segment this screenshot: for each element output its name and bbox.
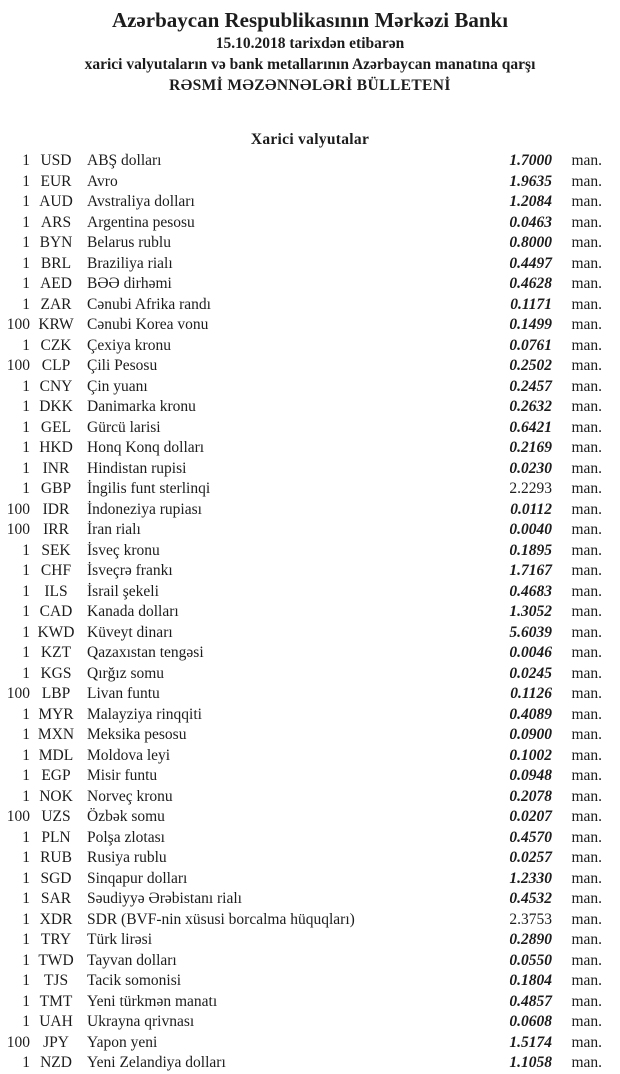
currency-name: Özbək somu: [87, 808, 165, 825]
currency-name: Moldova leyi: [87, 746, 171, 764]
unit-label: man.: [571, 644, 602, 661]
quantity-value: 1: [22, 152, 30, 169]
unit-label: man.: [571, 541, 602, 559]
quantity-value: 100: [6, 357, 30, 374]
rate-value: 0.1002: [509, 746, 552, 764]
currency-name: Avstraliya dolları: [87, 193, 195, 210]
unit-label: man.: [571, 357, 602, 374]
rate-row: [0, 397, 620, 418]
currency-name: Braziliya rialı: [87, 254, 173, 272]
rate-value: 1.3052: [509, 603, 552, 620]
rate-row: [0, 623, 620, 644]
currency-code: BYN: [39, 234, 73, 251]
currency-code: AUD: [39, 193, 73, 210]
currency-code: KGS: [40, 664, 72, 682]
currency-name: Norveç kronu: [87, 787, 173, 805]
unit-label: man.: [571, 480, 602, 497]
currency-code: INR: [42, 459, 70, 477]
currency-code: EGP: [41, 767, 71, 784]
rate-row: [0, 787, 620, 808]
rate-row: [0, 500, 620, 521]
currency-code: CAD: [39, 603, 73, 620]
quantity-value: 1: [22, 1013, 30, 1030]
currency-name: İsveçrə frankı: [87, 562, 173, 579]
currency-code: CLP: [41, 357, 71, 374]
rate-row: [0, 951, 620, 972]
rate-row: [0, 848, 620, 869]
currency-name: BƏƏ dirhəmi: [87, 275, 172, 292]
rate-value: 0.0550: [509, 951, 552, 969]
currency-name: Livan funtu: [87, 685, 160, 702]
rate-value: 0.0257: [509, 849, 552, 866]
currency-code: NZD: [40, 1054, 72, 1071]
rate-row: [0, 377, 620, 398]
currency-name: Misir funtu: [87, 767, 158, 784]
quantity-value: 1: [22, 254, 30, 272]
rate-value: 5.6039: [509, 623, 552, 641]
rate-value: 0.0948: [509, 767, 552, 784]
currency-name: İsveç kronu: [87, 541, 160, 559]
quantity-value: 1: [22, 726, 30, 743]
rate-row: [0, 869, 620, 890]
rate-value: 0.1126: [510, 685, 552, 702]
rate-value: 0.2169: [509, 439, 552, 456]
quantity-value: 1: [22, 787, 30, 805]
currency-code: EUR: [40, 172, 72, 190]
rate-row: [0, 520, 620, 541]
currency-name: Rusiya rublu: [87, 849, 167, 866]
currency-name: Meksika pesosu: [87, 726, 187, 743]
quantity-value: 1: [22, 398, 30, 415]
currency-code: PLN: [41, 828, 71, 846]
rate-row: [0, 336, 620, 357]
rate-row: [0, 828, 620, 849]
currency-name: Yeni türkmən manatı: [87, 992, 218, 1010]
rate-row: [0, 746, 620, 767]
quantity-value: 1: [22, 439, 30, 456]
unit-label: man.: [571, 254, 602, 272]
quantity-value: 1: [22, 664, 30, 682]
quantity-value: 1: [22, 418, 30, 436]
rate-value: 0.4497: [509, 254, 552, 272]
currency-name: Polşa zlotası: [87, 828, 165, 846]
currency-name: Belarus rublu: [87, 234, 171, 251]
bulletin-header: [0, 0, 620, 96]
quantity-value: 1: [22, 234, 30, 251]
rate-row: [0, 1012, 620, 1033]
unit-label: man.: [571, 234, 602, 251]
rate-value: 0.1804: [509, 972, 552, 989]
currency-code: RUB: [40, 849, 72, 866]
currency-name: Ukrayna qrivnası: [87, 1013, 195, 1030]
quantity-value: 1: [22, 336, 30, 354]
currency-name: Tacik somonisi: [87, 972, 182, 989]
unit-label: man.: [571, 603, 602, 620]
rate-row: [0, 213, 620, 234]
quantity-value: 1: [22, 541, 30, 559]
rate-value: 1.2330: [509, 869, 552, 887]
rate-value: 1.7000: [509, 152, 552, 169]
currency-code: KRW: [38, 316, 74, 333]
rate-value: 0.0207: [509, 808, 552, 825]
currency-code: KZT: [40, 644, 72, 661]
unit-label: man.: [571, 705, 602, 723]
rate-row: [0, 151, 620, 172]
section-title-foreign-currencies: Xarici valyutalar: [250, 131, 370, 148]
quantity-value: 1: [22, 705, 30, 723]
unit-label: man.: [571, 767, 602, 784]
unit-label: man.: [571, 418, 602, 436]
rate-value: 0.0608: [509, 1013, 552, 1030]
currency-code: DKK: [39, 398, 73, 415]
effective-date-line: 15.10.2018 tarixdən etibarən: [215, 35, 405, 52]
quantity-value: 1: [22, 951, 30, 969]
rate-row: [0, 192, 620, 213]
quantity-value: 1: [22, 213, 30, 231]
currency-code: SAR: [40, 890, 72, 907]
quantity-value: 1: [22, 582, 30, 600]
currency-name: Səudiyyə Ərəbistanı rialı: [87, 890, 242, 907]
unit-label: man.: [571, 398, 602, 415]
currency-code: IRR: [43, 521, 69, 538]
rate-value: 0.2632: [509, 398, 552, 415]
currency-code: UAH: [39, 1013, 73, 1030]
currency-name: ABŞ dolları: [87, 152, 162, 169]
currency-name: Sinqapur dolları: [87, 869, 188, 887]
quantity-value: 1: [22, 459, 30, 477]
unit-label: man.: [571, 582, 602, 600]
unit-label: man.: [571, 849, 602, 866]
unit-label: man.: [571, 910, 602, 928]
currency-code: GEL: [40, 418, 72, 436]
rate-value: 0.2457: [509, 377, 552, 395]
currency-code: SGD: [40, 869, 72, 887]
unit-label: man.: [571, 439, 602, 456]
rate-value: 2.2293: [509, 480, 552, 497]
rate-value: 0.0040: [509, 521, 552, 538]
unit-label: man.: [571, 152, 602, 169]
currency-name: Yapon yeni: [87, 1033, 158, 1051]
quantity-value: 1: [22, 931, 30, 948]
unit-label: man.: [571, 275, 602, 292]
quantity-value: 100: [6, 685, 30, 702]
bank-title: Azərbaycan Respublikasının Mərkəzi Bankı: [111, 8, 509, 32]
unit-label: man.: [571, 951, 602, 969]
unit-label: man.: [571, 459, 602, 477]
currency-code: MXN: [37, 726, 75, 743]
rate-row: [0, 664, 620, 685]
rate-value: 0.4532: [509, 890, 552, 907]
currency-code: KWD: [37, 623, 75, 641]
rate-row: [0, 807, 620, 828]
unit-label: man.: [571, 295, 602, 313]
currency-code: TRY: [40, 931, 72, 948]
currency-code: CZK: [40, 336, 72, 354]
unit-label: man.: [571, 685, 602, 702]
currency-name: Honq Konq dolları: [87, 439, 205, 456]
currency-code: USD: [40, 152, 72, 169]
rate-value: 1.7167: [509, 562, 552, 579]
rate-value: 0.0245: [509, 664, 552, 682]
rate-value: 0.4570: [509, 828, 552, 846]
rate-row: [0, 438, 620, 459]
quantity-value: 1: [22, 910, 30, 928]
unit-label: man.: [571, 1033, 602, 1051]
rate-row: [0, 1033, 620, 1054]
currency-code: CNY: [39, 377, 73, 395]
currency-name: İndoneziya rupiası: [87, 500, 202, 518]
rate-value: 0.2890: [509, 931, 552, 948]
rate-value: 0.0112: [510, 500, 552, 518]
unit-label: man.: [571, 890, 602, 907]
currency-name: Hindistan rupisi: [87, 459, 187, 477]
unit-label: man.: [571, 931, 602, 948]
currency-code: ILS: [44, 582, 68, 600]
quantity-value: 100: [6, 500, 30, 518]
rate-value: 0.0761: [509, 336, 552, 354]
rate-row: [0, 930, 620, 951]
rate-value: 0.1171: [510, 295, 552, 313]
currency-name: Cənubi Afrika randı: [87, 295, 211, 313]
unit-label: man.: [571, 992, 602, 1010]
quantity-value: 1: [22, 767, 30, 784]
unit-label: man.: [571, 213, 602, 231]
unit-label: man.: [571, 726, 602, 743]
unit-label: man.: [571, 972, 602, 989]
unit-label: man.: [571, 316, 602, 333]
rate-value: 0.1499: [509, 316, 552, 333]
rate-value: 1.9635: [509, 172, 552, 190]
quantity-value: 1: [22, 992, 30, 1010]
currency-code: AED: [40, 275, 72, 292]
rate-row: [0, 459, 620, 480]
unit-label: man.: [571, 623, 602, 641]
rate-value: 1.5174: [509, 1033, 552, 1051]
rate-row: [0, 295, 620, 316]
quantity-value: 1: [22, 623, 30, 641]
rate-value: 1.1058: [509, 1054, 552, 1071]
rate-value: 0.4857: [509, 992, 552, 1010]
rate-row: [0, 561, 620, 582]
currency-code: SEK: [41, 541, 71, 559]
rate-row: [0, 766, 620, 787]
rate-value: 0.0900: [509, 726, 552, 743]
currency-code: JPY: [43, 1033, 69, 1051]
rate-value: 0.2078: [509, 787, 552, 805]
rate-value: 0.0046: [509, 644, 552, 661]
unit-label: man.: [571, 500, 602, 518]
currency-name: Cənubi Korea vonu: [87, 316, 209, 333]
currency-code: NOK: [39, 787, 73, 805]
quantity-value: 1: [22, 869, 30, 887]
quantity-value: 1: [22, 1054, 30, 1071]
quantity-value: 1: [22, 275, 30, 292]
currency-code: BRL: [40, 254, 72, 272]
unit-label: man.: [571, 808, 602, 825]
unit-label: man.: [571, 521, 602, 538]
rate-row: [0, 992, 620, 1013]
currency-code: UZS: [41, 808, 71, 825]
rate-value: 0.4628: [509, 275, 552, 292]
rate-value: 0.2502: [509, 357, 552, 374]
rate-value: 1.2084: [509, 193, 552, 210]
currency-name: Malayziya rinqqiti: [87, 705, 202, 723]
currency-name: İngilis funt sterlinqi: [87, 480, 211, 497]
rate-row: [0, 910, 620, 931]
currency-name: Qırğız somu: [87, 664, 165, 682]
rate-row: [0, 684, 620, 705]
unit-label: man.: [571, 336, 602, 354]
currency-name: İsrail şekeli: [87, 582, 159, 600]
currency-code: TWD: [38, 951, 74, 969]
currency-code: TMT: [39, 992, 73, 1010]
quantity-value: 1: [22, 172, 30, 190]
rate-row: [0, 315, 620, 336]
quantity-value: 100: [6, 1033, 30, 1051]
rate-value: 0.0230: [509, 459, 552, 477]
currency-code: MDL: [38, 746, 74, 764]
quantity-value: 1: [22, 562, 30, 579]
rate-value: 0.8000: [509, 234, 552, 251]
currency-name: SDR (BVF-nin xüsusi borcalma hüquqları): [87, 910, 355, 928]
bulletin-title: RƏSMİ MƏZƏNNƏLƏRİ BÜLLETENİ: [169, 77, 451, 94]
rate-value: 0.4089: [509, 705, 552, 723]
currency-code: MYR: [38, 705, 74, 723]
quantity-value: 1: [22, 480, 30, 497]
rate-row: [0, 1053, 620, 1074]
currency-code: LBP: [41, 685, 71, 702]
currency-code: CHF: [40, 562, 72, 579]
rate-row: [0, 725, 620, 746]
unit-label: man.: [571, 1054, 602, 1071]
unit-label: man.: [571, 377, 602, 395]
currency-code: IDR: [42, 500, 70, 518]
quantity-value: 1: [22, 849, 30, 866]
quantity-value: 100: [6, 521, 30, 538]
rate-row: [0, 172, 620, 193]
currency-code: TJS: [43, 972, 69, 989]
rate-row: [0, 233, 620, 254]
rate-row: [0, 274, 620, 295]
currency-code: HKD: [39, 439, 73, 456]
rate-row: [0, 541, 620, 562]
quantity-value: 1: [22, 644, 30, 661]
quantity-value: 1: [22, 890, 30, 907]
currency-name: Çili Pesosu: [87, 357, 158, 374]
unit-label: man.: [571, 1013, 602, 1030]
currency-name: Danimarka kronu: [87, 398, 196, 415]
quantity-value: 1: [22, 193, 30, 210]
quantity-value: 1: [22, 972, 30, 989]
scope-line: xarici valyutaların və bank metallarının Azərbaycan manatına qarşı: [84, 56, 536, 73]
rate-row: [0, 889, 620, 910]
rate-value: 2.3753: [509, 910, 552, 928]
quantity-value: 1: [22, 603, 30, 620]
quantity-value: 1: [22, 377, 30, 395]
unit-label: man.: [571, 869, 602, 887]
rate-row: [0, 582, 620, 603]
rate-row: [0, 356, 620, 377]
currency-name: Küveyt dinarı: [87, 623, 173, 641]
currency-name: Qazaxıstan tengəsi: [87, 644, 204, 661]
rate-value: 0.4683: [509, 582, 552, 600]
rate-value: 0.1895: [509, 541, 552, 559]
rate-row: [0, 705, 620, 726]
currency-code: ARS: [40, 213, 72, 231]
currency-name: Yeni Zelandiya dolları: [87, 1054, 226, 1071]
currency-code: GBP: [40, 480, 72, 497]
exchange-rates-table: [0, 151, 620, 1074]
rate-row: [0, 479, 620, 500]
quantity-value: 1: [22, 746, 30, 764]
currency-name: Türk lirəsi: [87, 931, 152, 948]
quantity-value: 100: [6, 808, 30, 825]
quantity-value: 100: [6, 316, 30, 333]
unit-label: man.: [571, 787, 602, 805]
rate-row: [0, 971, 620, 992]
rate-row: [0, 643, 620, 664]
currency-name: Avro: [87, 172, 118, 190]
currency-name: Kanada dolları: [87, 603, 179, 620]
quantity-value: 1: [22, 295, 30, 313]
currency-name: Çexiya kronu: [87, 336, 171, 354]
unit-label: man.: [571, 746, 602, 764]
unit-label: man.: [571, 172, 602, 190]
unit-label: man.: [571, 193, 602, 210]
currency-code: XDR: [39, 910, 73, 928]
currency-name: Çin yuanı: [87, 377, 148, 395]
unit-label: man.: [571, 562, 602, 579]
rate-value: 0.0463: [509, 213, 552, 231]
unit-label: man.: [571, 664, 602, 682]
rate-row: [0, 418, 620, 439]
rate-row: [0, 602, 620, 623]
rate-value: 0.6421: [509, 418, 552, 436]
currency-name: Argentina pesosu: [87, 213, 195, 231]
currency-name: Tayvan dolları: [87, 951, 177, 969]
currency-code: ZAR: [40, 295, 72, 313]
rate-row: [0, 254, 620, 275]
currency-name: İran rialı: [87, 521, 141, 538]
unit-label: man.: [571, 828, 602, 846]
currency-name: Gürcü larisi: [87, 418, 161, 436]
quantity-value: 1: [22, 828, 30, 846]
